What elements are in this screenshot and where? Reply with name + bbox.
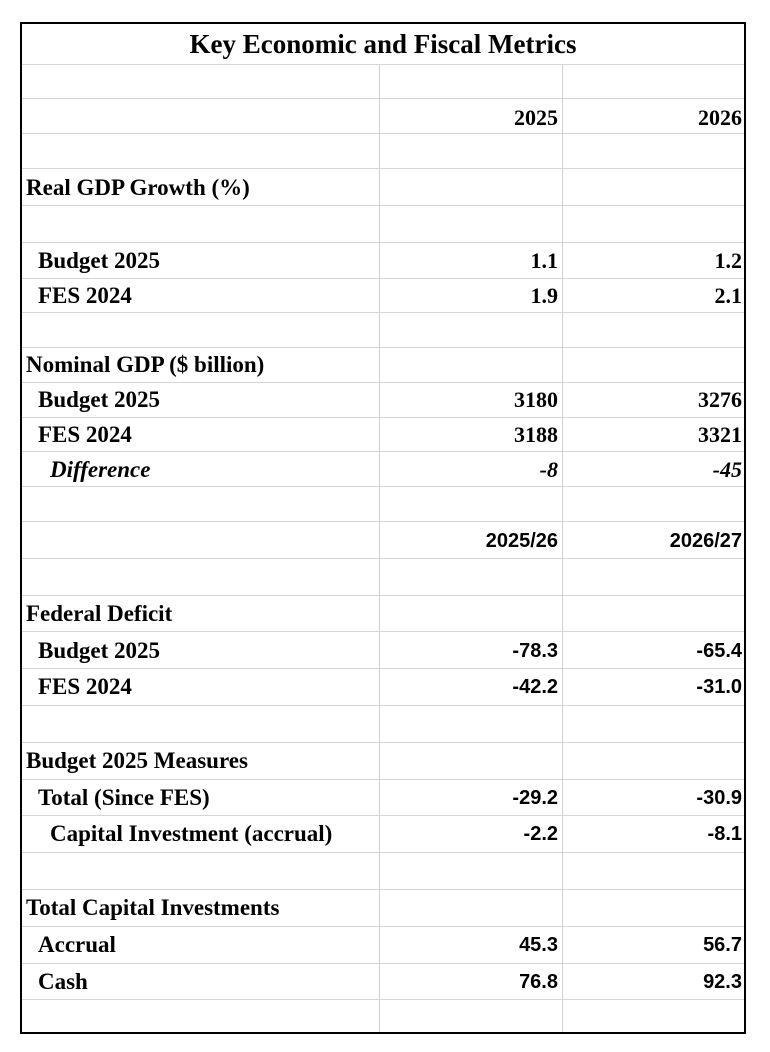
value-cell: 45.3 <box>519 934 558 956</box>
value-cell: -8 <box>539 457 558 482</box>
grid-line <box>22 98 744 99</box>
table-row <box>22 670 744 704</box>
value-cell: 1.1 <box>530 248 558 273</box>
real-gdp-heading: Real GDP Growth (%) <box>26 175 250 200</box>
col-header-2026-27: 2026/27 <box>669 530 742 552</box>
measures-heading: Budget 2025 Measures <box>26 748 248 773</box>
value-cell: 3188 <box>514 422 558 447</box>
row-label: Difference <box>50 457 151 482</box>
value-cell: -78.3 <box>512 640 558 662</box>
row-label: Budget 2025 <box>38 248 161 273</box>
grid-line <box>22 668 744 669</box>
row-label: FES 2024 <box>38 283 132 308</box>
grid-line <box>22 168 744 169</box>
grid-line <box>22 521 744 522</box>
row-label: Accrual <box>38 932 116 957</box>
table-row <box>22 383 744 417</box>
value-cell: 92.3 <box>703 971 742 993</box>
table-row <box>22 279 744 313</box>
table-title: Key Economic and Fiscal Metrics <box>189 28 577 59</box>
section-heading-row <box>22 171 744 205</box>
table-row <box>22 965 744 999</box>
header-row-fiscal-years <box>22 524 744 558</box>
value-cell: 76.8 <box>519 971 558 993</box>
grid-line <box>22 705 744 706</box>
section-heading-row <box>22 891 744 925</box>
value-cell: 3180 <box>514 387 558 412</box>
value-cell: -45 <box>712 457 742 482</box>
value-cell: -29.2 <box>512 787 558 809</box>
table-row <box>22 634 744 668</box>
table-row <box>22 928 744 962</box>
col-header-2025: 2025 <box>514 105 558 130</box>
row-label: FES 2024 <box>38 674 132 699</box>
table-row <box>22 418 744 452</box>
section-heading-row <box>22 597 744 631</box>
grid-line <box>22 963 744 964</box>
grid-line <box>22 64 744 65</box>
table-row <box>22 453 744 487</box>
grid-line <box>22 205 744 206</box>
value-cell: 3276 <box>698 387 742 412</box>
value-cell: -42.2 <box>512 676 558 698</box>
grid-line <box>22 999 744 1000</box>
row-label: FES 2024 <box>38 422 132 447</box>
grid-line <box>22 558 744 559</box>
grid-line <box>22 779 744 780</box>
col-header-2026: 2026 <box>698 105 742 130</box>
table-row <box>22 244 744 278</box>
value-cell: -65.4 <box>696 640 742 662</box>
deficit-heading: Federal Deficit <box>26 601 173 626</box>
value-cell: -8.1 <box>707 823 742 845</box>
row-label: Budget 2025 <box>38 387 161 412</box>
grid-line <box>22 852 744 853</box>
nominal-gdp-heading: Nominal GDP ($ billion) <box>26 352 265 377</box>
table-row <box>22 781 744 815</box>
value-cell: 1.2 <box>714 248 742 273</box>
value-cell: -31.0 <box>696 676 742 698</box>
row-label: Budget 2025 <box>38 638 161 663</box>
row-label: Cash <box>38 969 88 994</box>
grid-line <box>22 631 744 632</box>
grid-line <box>22 242 744 243</box>
row-label: Capital Investment (accrual) <box>50 821 333 846</box>
section-heading-row <box>22 348 744 382</box>
metrics-table <box>20 22 746 1034</box>
grid-line <box>22 742 744 743</box>
grid-line <box>22 595 744 596</box>
capital-heading: Total Capital Investments <box>26 895 280 920</box>
grid-line <box>22 889 744 890</box>
table-row <box>22 817 744 851</box>
value-cell: -2.2 <box>523 823 558 845</box>
grid-line <box>22 926 744 927</box>
grid-line <box>22 815 744 816</box>
value-cell: 2.1 <box>714 283 742 308</box>
header-row-years <box>22 101 744 135</box>
value-cell: -30.9 <box>696 787 742 809</box>
section-heading-row <box>22 744 744 778</box>
col-header-2025-26: 2025/26 <box>485 530 558 552</box>
value-cell: 3321 <box>698 422 742 447</box>
value-cell: 56.7 <box>703 934 742 956</box>
value-cell: 1.9 <box>530 283 558 308</box>
row-label: Total (Since FES) <box>38 785 210 810</box>
